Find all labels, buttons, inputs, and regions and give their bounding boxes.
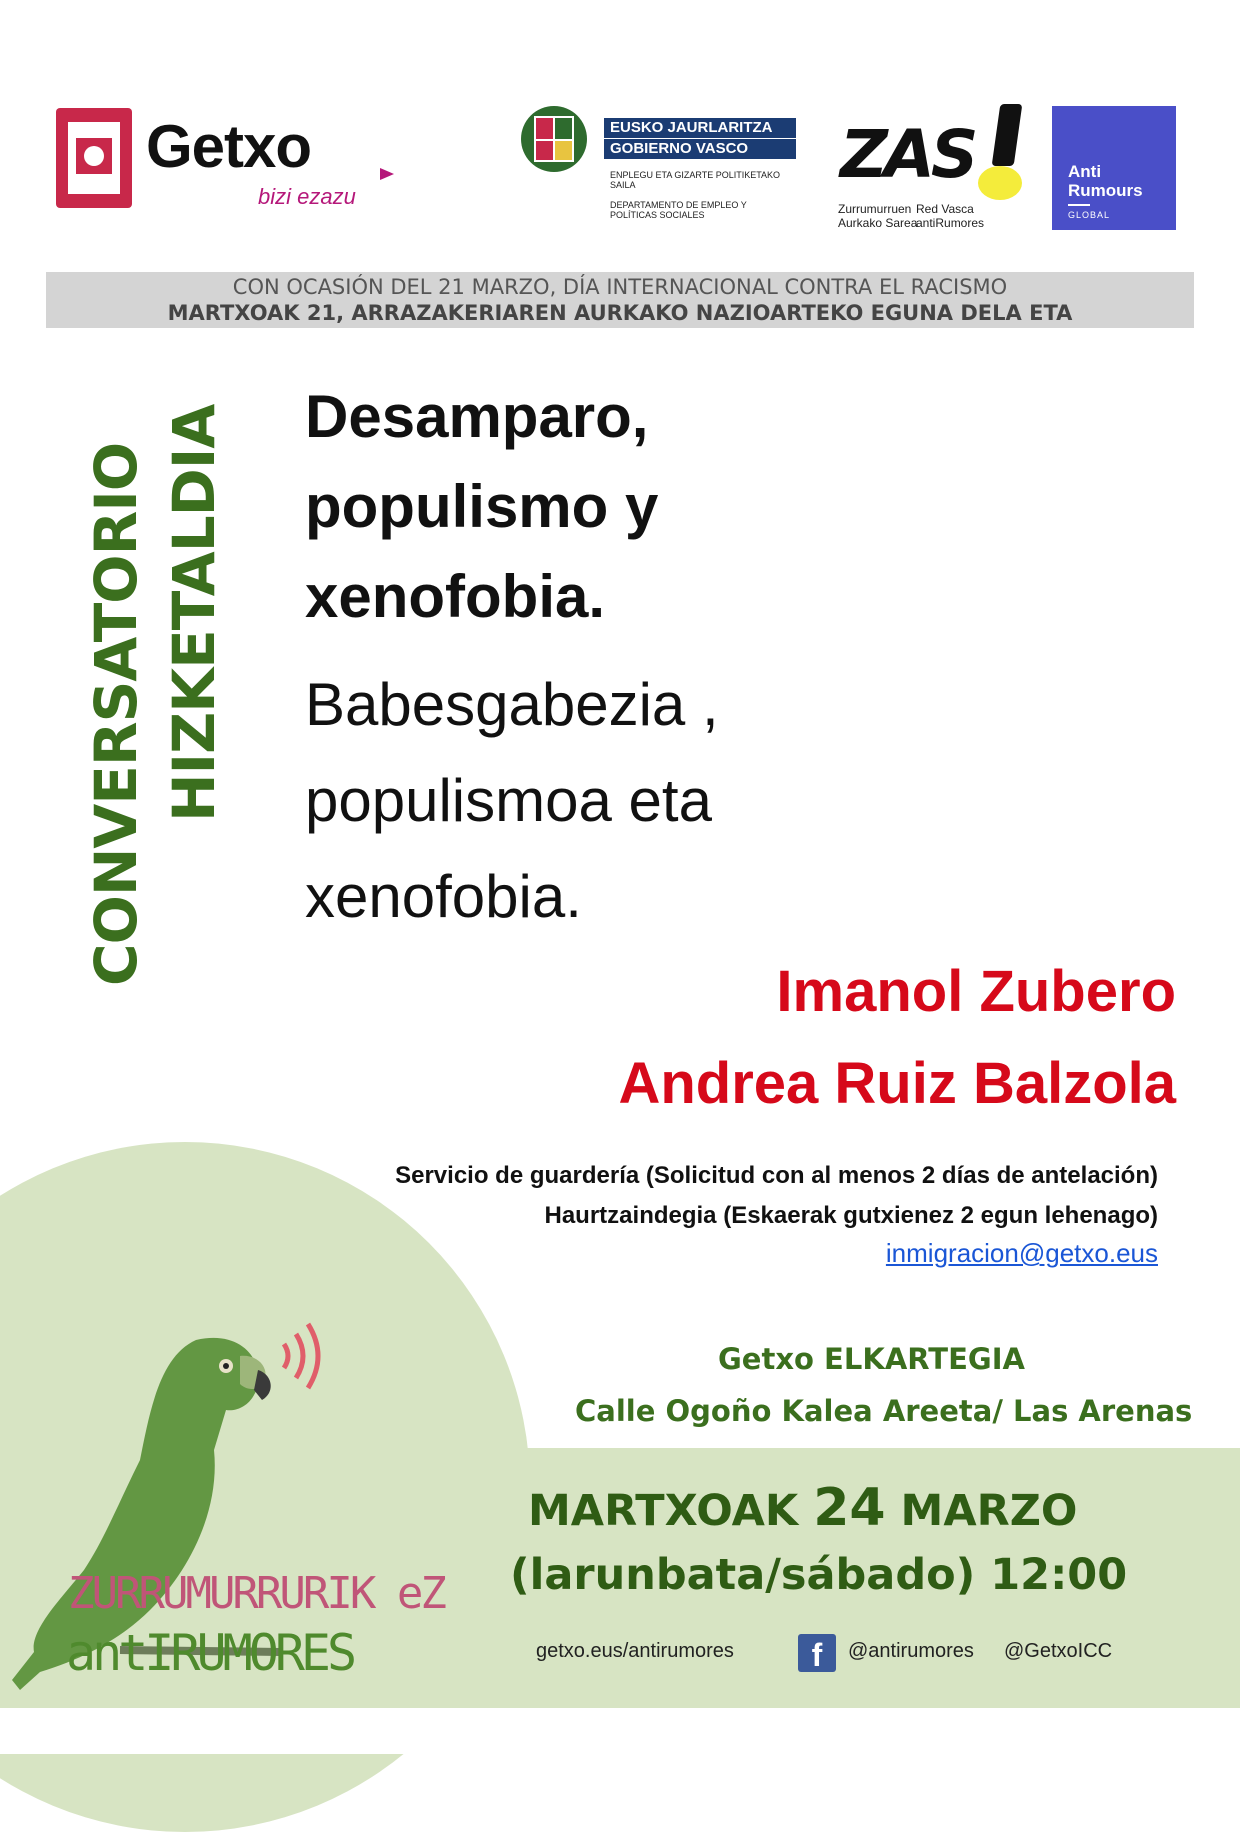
zas-exclamation-icon xyxy=(992,104,1023,166)
campaign-line2: antIRUMORES xyxy=(66,1624,354,1682)
title-es-line3: xenofobia. xyxy=(305,563,606,630)
zas-speech-bubble-icon xyxy=(978,166,1022,200)
zas-caption-eu xyxy=(838,202,917,230)
title-eu-line1: Babesgabezia , xyxy=(305,671,719,738)
gobierno-line2: GOBIERNO VASCO xyxy=(604,139,796,159)
title-es-line2: populismo y xyxy=(305,473,659,540)
antirumours-line2: Rumours xyxy=(1068,181,1143,200)
date-prefix: MARTXOAK xyxy=(528,1486,799,1536)
gobierno-dept-eu: ENPLEGU ETA GIZARTE POLITIKETAKO SAILA xyxy=(610,170,781,190)
getxo-tagline: bizi ezazu xyxy=(258,184,356,209)
footer-strip xyxy=(0,1708,1240,1754)
title-eu-line2: populismoa eta xyxy=(305,767,712,834)
banner-eu: MARTXOAK 21, ARRAZAKERIAREN AURKAKO NAZIOARTEKO EGUNA DELA ETA xyxy=(167,301,1073,325)
title-eu-line3: xenofobia. xyxy=(305,863,582,930)
venue-address: Calle Ogoño Kalea Areeta/ Las Arenas xyxy=(575,1394,1193,1428)
event-time: (larunbata/sábado) 12:00 xyxy=(510,1550,1128,1600)
speaker-2: Andrea Ruiz Balzola xyxy=(618,1051,1176,1116)
childcare-es: Servicio de guardería (Solicitud con al menos 2 días de antelación) xyxy=(395,1162,1158,1189)
getxo-shield-logo xyxy=(56,108,132,208)
antirumours-line1: Anti xyxy=(1068,162,1102,181)
gobierno-line1: EUSKO JAURLARITZA xyxy=(604,118,796,138)
antirumours-global: GLOBAL xyxy=(1068,210,1111,220)
antirumours-divider xyxy=(1068,204,1090,206)
gobierno-dept-es: DEPARTAMENTO DE EMPLEO Y POLÍTICAS SOCIALES xyxy=(610,200,747,220)
antirumours-logo xyxy=(1052,106,1176,230)
getxo-logo-text: Getxo xyxy=(146,113,312,180)
zas-caption-es-b: antiRumores xyxy=(916,216,985,230)
antirumours-name xyxy=(1068,162,1143,200)
speaker-1: Imanol Zubero xyxy=(776,959,1176,1024)
zas-caption-eu-b: Aurkako Sarea xyxy=(838,216,918,230)
title-es-line1: Desamparo, xyxy=(305,383,649,450)
childcare-eu: Haurtzaindegia (Eskaerak gutxienez 2 egun lehenago) xyxy=(544,1202,1158,1229)
facebook-handle[interactable]: @antirumores xyxy=(848,1640,974,1662)
event-date xyxy=(528,1478,1077,1538)
side-title-eu: HIZKETALDIA xyxy=(160,404,228,822)
campaign-line1: ZURRUMURRURIK eZ xyxy=(68,1568,444,1619)
contact-email-link[interactable]: inmigracion@getxo.eus xyxy=(885,1238,1158,1268)
gobierno-vasco-emblem xyxy=(520,104,588,174)
getxo-arrow-icon xyxy=(380,168,394,180)
website-link[interactable]: getxo.eus/antirumores xyxy=(536,1640,734,1662)
zas-logo-text: ZAS xyxy=(840,116,975,193)
date-suffix: MARZO xyxy=(900,1486,1078,1536)
sound-waves-icon xyxy=(274,1316,334,1396)
date-day: 24 xyxy=(813,1478,886,1538)
twitter-handle[interactable]: @GetxoICC xyxy=(1004,1640,1113,1662)
facebook-icon[interactable]: f xyxy=(798,1634,836,1672)
zas-caption-eu-a: Zurrumurruen xyxy=(838,202,912,216)
occasion-banner xyxy=(46,272,1194,328)
zas-caption-es xyxy=(916,202,984,230)
side-title-es: CONVERSATORIO xyxy=(82,442,150,986)
zas-caption-es-a: Red Vasca xyxy=(916,202,974,216)
venue-name: Getxo ELKARTEGIA xyxy=(718,1342,1025,1376)
banner-es: CON OCASIÓN DEL 21 MARZO, DÍA INTERNACIONAL CONTRA EL RACISMO xyxy=(232,275,1008,299)
